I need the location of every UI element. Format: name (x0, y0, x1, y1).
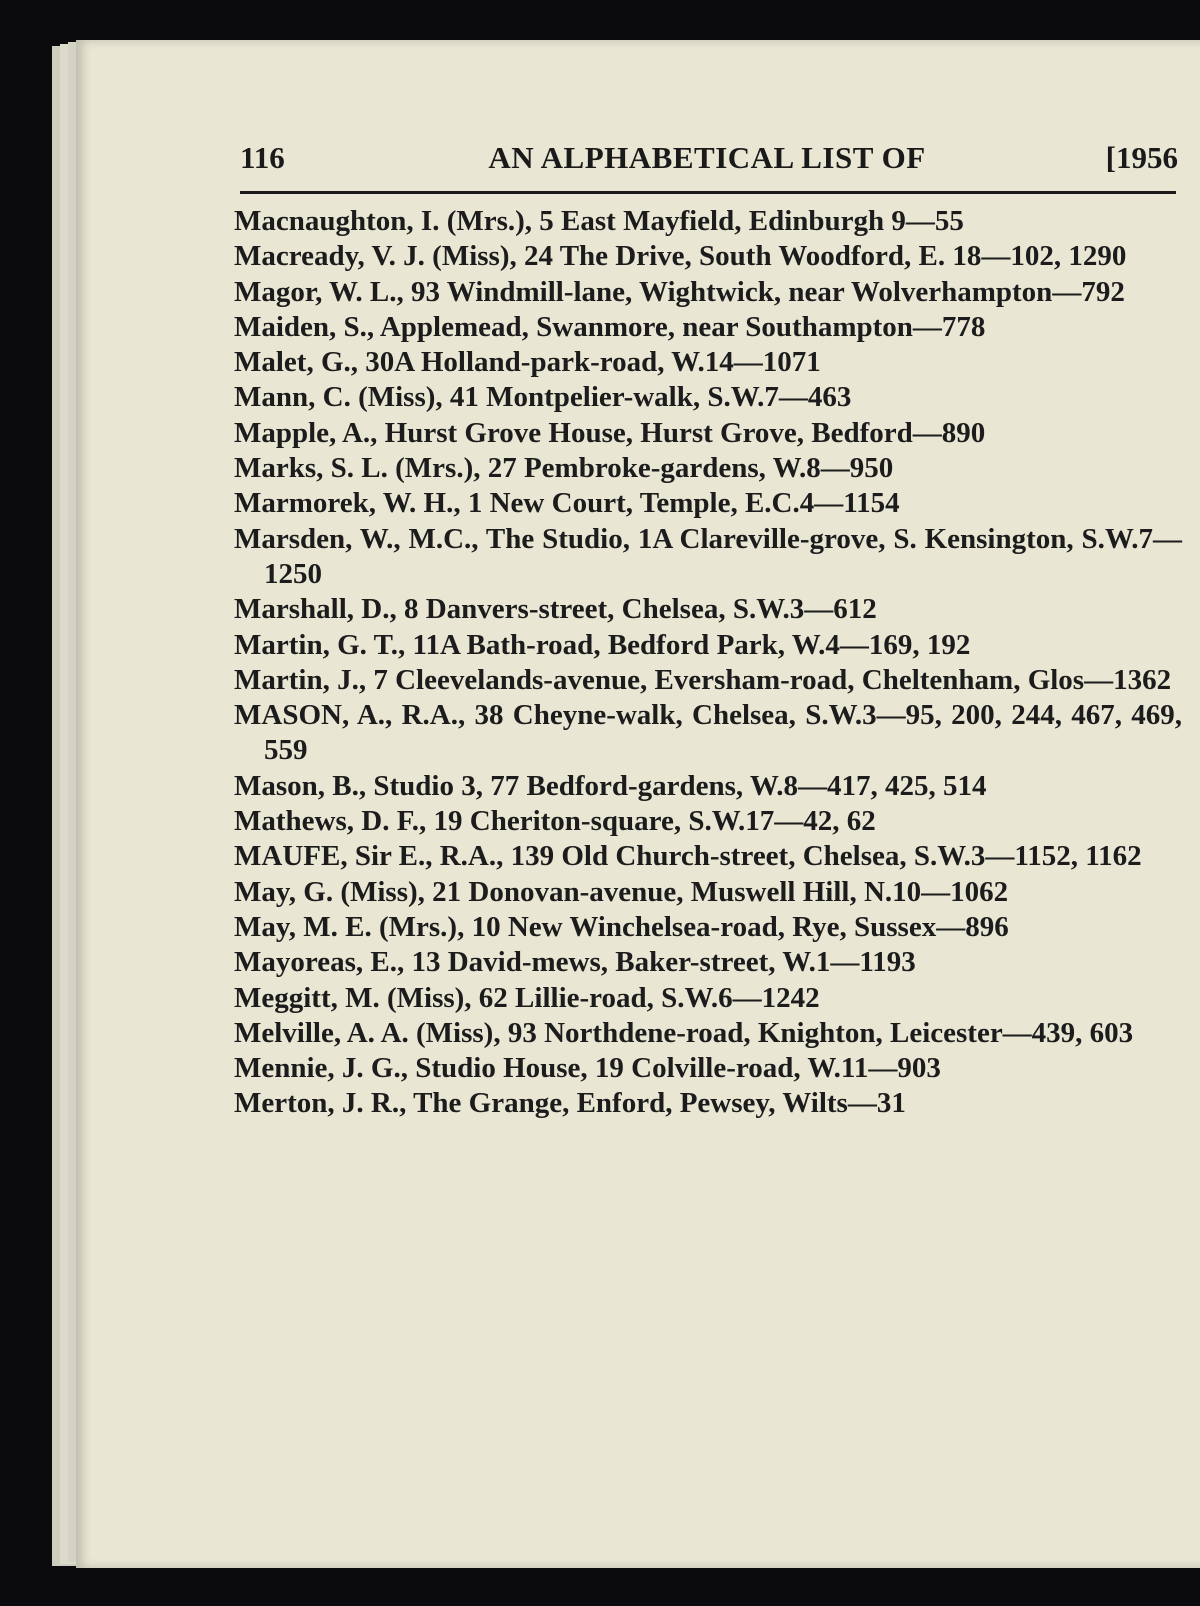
page-year: [1956 (1105, 140, 1178, 175)
list-entry: Mayoreas, E., 13 David-mews, Baker-street, W.1—1193 (234, 946, 916, 979)
list-entry: Mathews, D. F., 19 Cheriton-square, S.W.17—42, 62 (234, 805, 876, 838)
list-entry: MAUFE, Sir E., R.A., 139 Old Church-street, Chelsea, S.W.3—1152, 1162 (234, 840, 1142, 873)
list-entry: Marsden, W., M.C., The Studio, 1A Clareville-grove, S. Kensington, S.W.7—1250 (234, 522, 1182, 590)
list-entry: Mapple, A., Hurst Grove House, Hurst Grove, Bedford—890 (234, 416, 986, 449)
list-entry: Martin, G. T., 11A Bath-road, Bedford Park, W.4—169, 192 (234, 628, 971, 661)
list-entry: Merton, J. R., The Grange, Enford, Pewsey, Wilts—31 (234, 1087, 906, 1120)
list-entry: Marks, S. L. (Mrs.), 27 Pembroke-gardens, W.8—950 (234, 452, 894, 485)
list-entry: Macnaughton, I. (Mrs.), 5 East Mayfield, Edinburgh 9—55 (234, 205, 964, 237)
list-entry: Marmorek, W. H., 1 New Court, Temple, E.C.4—1154 (234, 487, 900, 520)
list-entry: MASON, A., R.A., 38 Cheyne-walk, Chelsea, S.W.3—95, 200, 244, 467, 469, 559 (234, 699, 1182, 767)
list-entry: Meggitt, M. (Miss), 62 Lillie-road, S.W.6—1242 (234, 981, 820, 1014)
running-header (236, 136, 1178, 180)
list-entry: Mason, B., Studio 3, 77 Bedford-gardens, W.8—417, 425, 514 (234, 769, 987, 802)
header-rule (240, 191, 1176, 194)
entry-list (234, 204, 1182, 1122)
page-title: AN ALPHABETICAL LIST OF (488, 140, 926, 175)
list-entry: May, G. (Miss), 21 Donovan-avenue, Muswell Hill, N.10—1062 (234, 875, 1009, 908)
list-entry: Macready, V. J. (Miss), 24 The Drive, South Woodford, E. 18—102, 1290 (234, 240, 1127, 273)
page-number: 116 (240, 140, 285, 175)
list-entry: Malet, G., 30A Holland-park-road, W.14—1071 (234, 346, 821, 379)
list-entry: Marshall, D., 8 Danvers-street, Chelsea, S.W.3—612 (234, 593, 877, 626)
list-entry: Maiden, S., Applemead, Swanmore, near Southampton—778 (234, 310, 986, 343)
list-entry: May, M. E. (Mrs.), 10 New Winchelsea-road, Rye, Sussex—896 (234, 910, 1009, 943)
list-entry: Mann, C. (Miss), 41 Montpelier-walk, S.W.7—463 (234, 381, 852, 414)
list-entry: Mennie, J. G., Studio House, 19 Colville-road, W.11—903 (234, 1052, 941, 1085)
list-entry: Melville, A. A. (Miss), 93 Northdene-road, Knighton, Leicester—439, 603 (234, 1016, 1134, 1049)
list-entry: Magor, W. L., 93 Windmill-lane, Wightwick, near Wolverhampton—792 (234, 275, 1125, 308)
list-entry: Martin, J., 7 Cleevelands-avenue, Eversham-road, Cheltenham, Glos—1362 (234, 663, 1172, 696)
